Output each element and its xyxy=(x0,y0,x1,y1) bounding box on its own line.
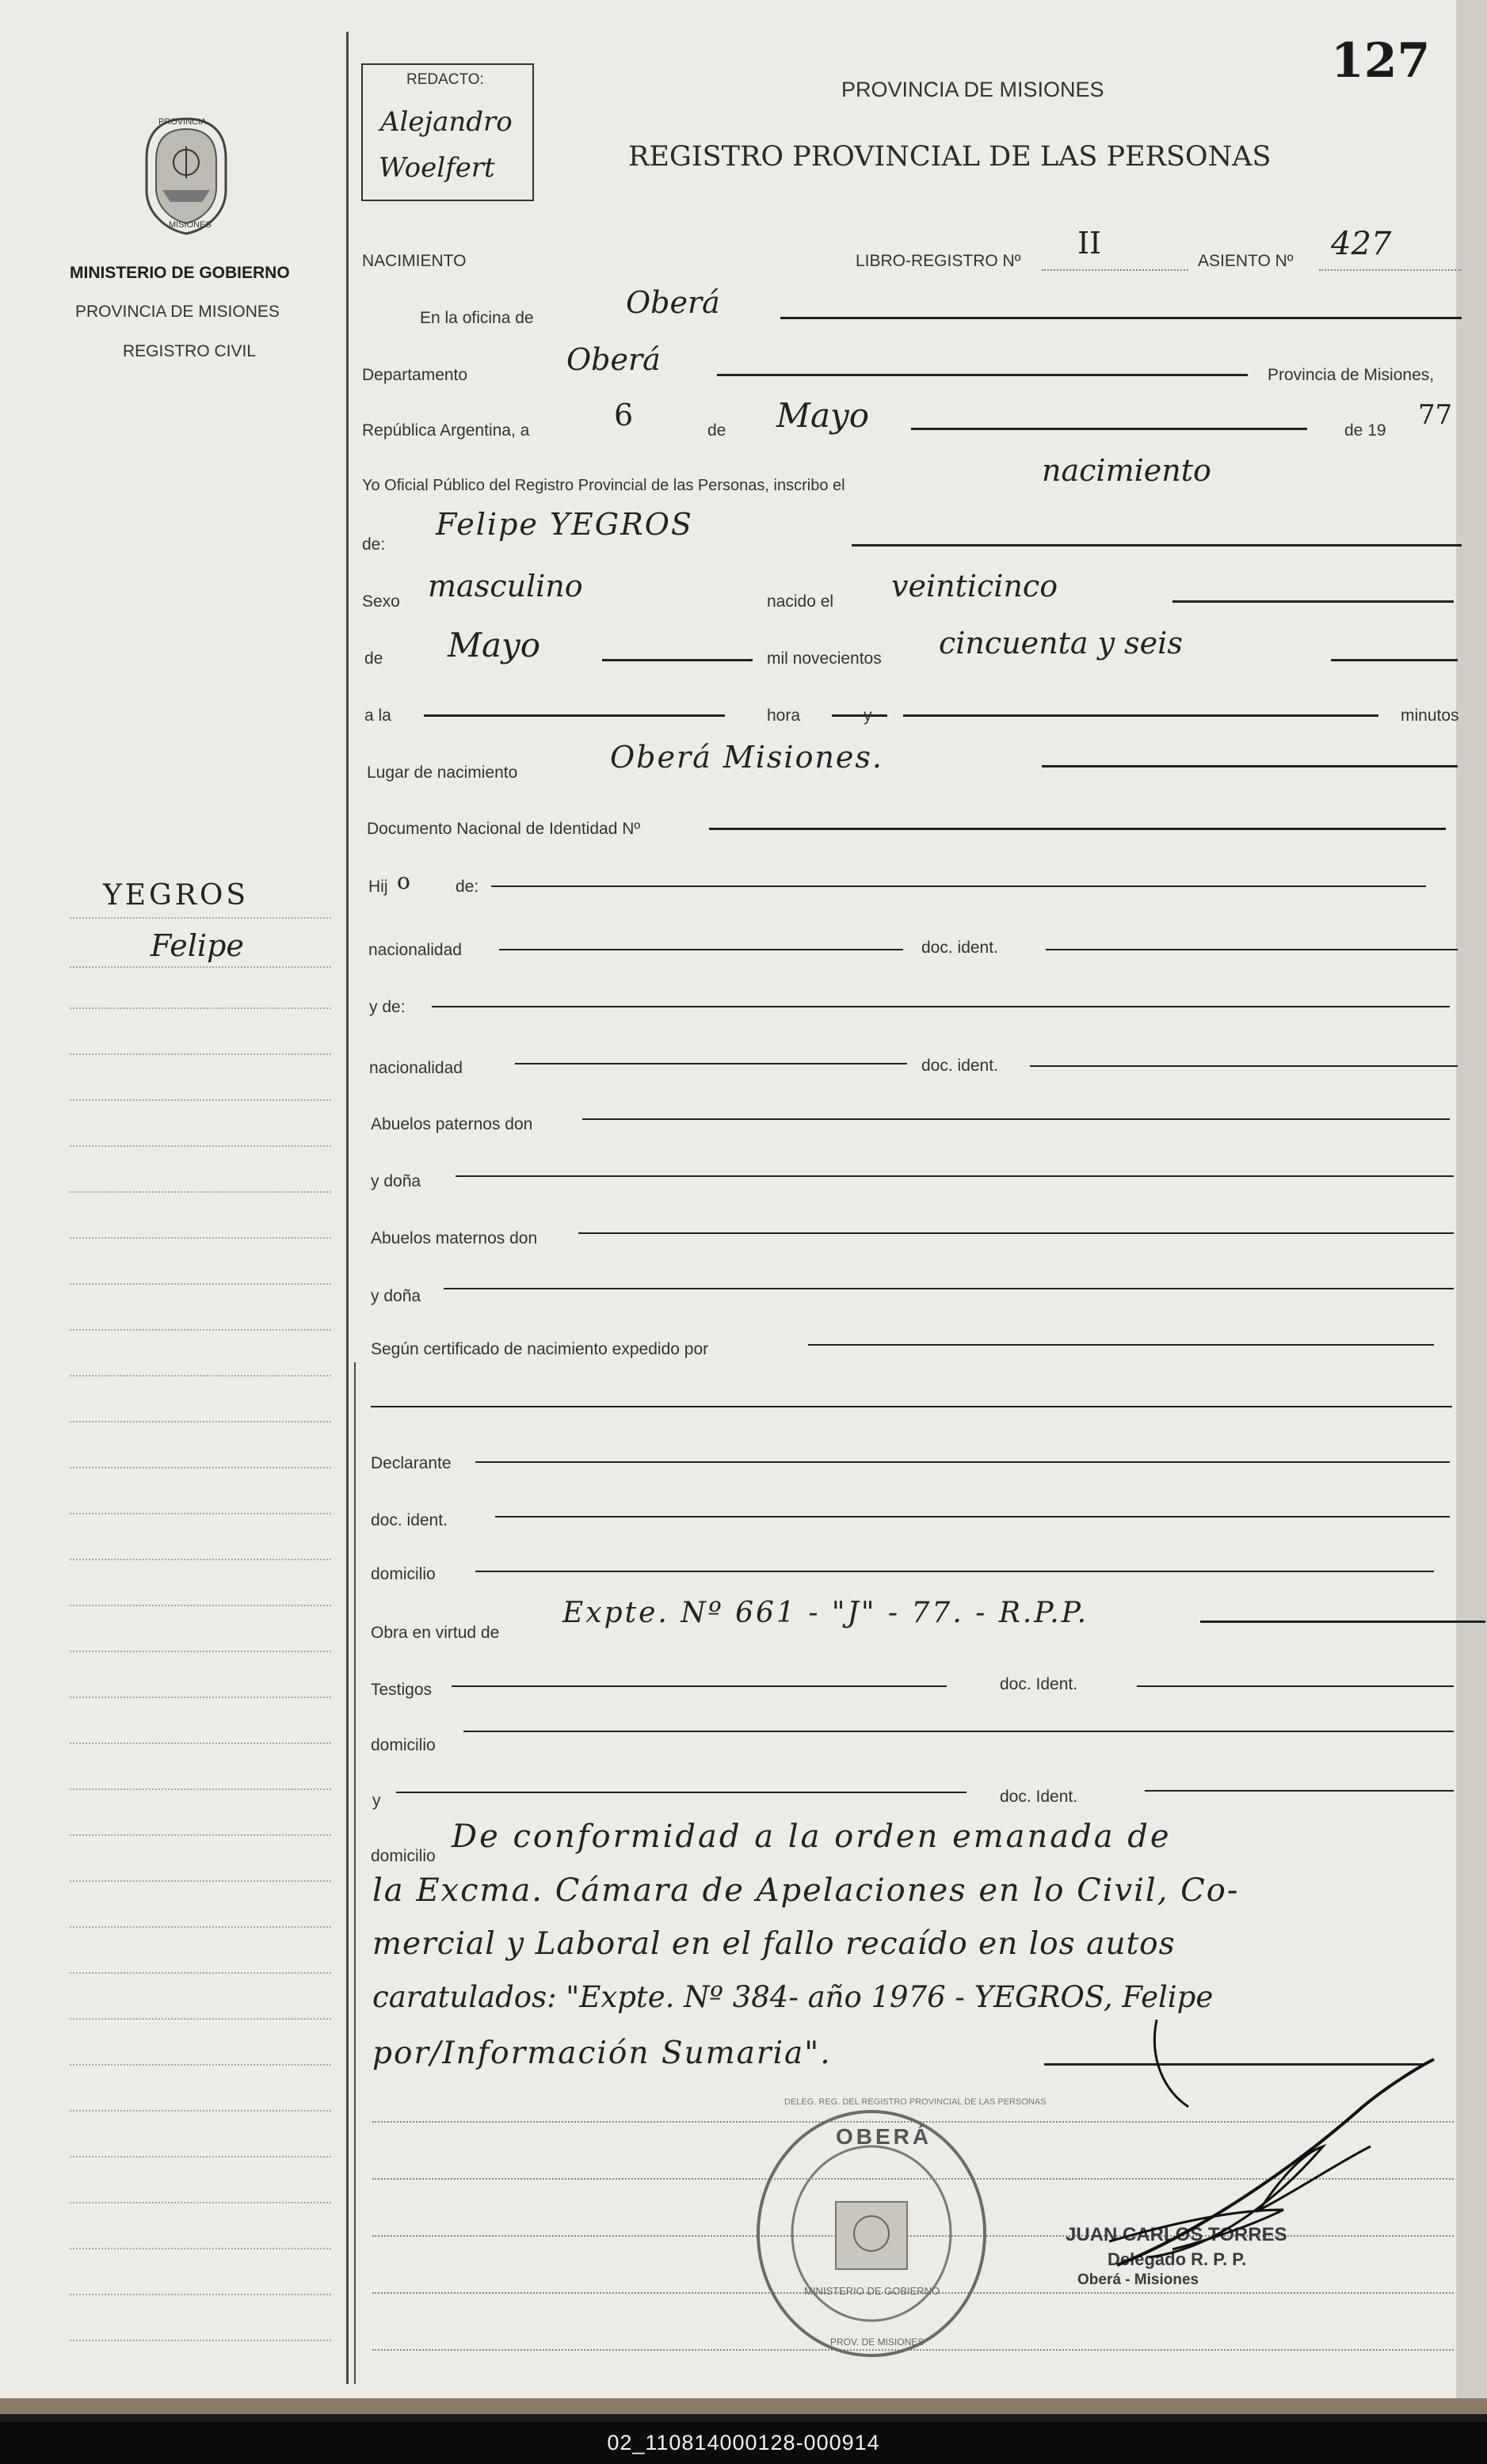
seal-text-top: PROVINCIA xyxy=(158,117,207,127)
oficina-value: Oberá xyxy=(626,285,720,320)
hijo-suffix: o xyxy=(397,868,410,894)
abuelos-mat-label: Abuelos maternos don xyxy=(371,1229,538,1247)
redactor-label: REDACTO: xyxy=(406,71,484,88)
oficina-label: En la oficina de xyxy=(420,309,534,327)
abuelos-pat-label: Abuelos paternos don xyxy=(371,1115,533,1133)
certificado-label: Según certificado de nacimiento expedido por xyxy=(371,1340,709,1358)
note-line-2: la Excma. Cámara de Apelaciones en lo Civil, Co- xyxy=(372,1872,1240,1909)
y-dona-label: y doña xyxy=(371,1172,421,1190)
doc-ident4-label: doc. Ident. xyxy=(1000,1675,1078,1693)
hora-label: hora xyxy=(767,706,801,725)
redactor-name-line1: Alejandro xyxy=(380,106,513,138)
domicilio3-label: domicilio xyxy=(371,1847,436,1865)
provincial-coat-of-arms-icon xyxy=(139,115,234,238)
day-value: 6 xyxy=(614,398,634,432)
official-role: Delegado R. P. P. xyxy=(1108,2249,1247,2269)
seal-text-bottom: MISIONES xyxy=(169,220,212,230)
doc-ident5-label: doc. Ident. xyxy=(1000,1788,1078,1806)
handwritten-signature xyxy=(1101,2012,1442,2289)
note-line-3: mercial y Laboral en el fallo recaído en los autos xyxy=(372,1926,1176,1962)
seal-inner-text: MINISTERIO DE GOBIERNO xyxy=(804,2285,940,2297)
margin-surname: YEGROS xyxy=(103,879,250,912)
entry-type-label: NACIMIENTO xyxy=(362,252,467,270)
domicilio2-label: domicilio xyxy=(371,1736,436,1754)
minutos-label: minutos xyxy=(1401,706,1459,725)
seal-bottom-text: PROV. DE MISIONES xyxy=(830,2336,925,2348)
domicilio-label: domicilio xyxy=(371,1565,436,1583)
obra-label: Obra en virtud de xyxy=(371,1624,500,1642)
month-value: Mayo xyxy=(776,396,870,435)
hijo-de-label: de: xyxy=(456,878,479,896)
redactor-name-line2: Woelfert xyxy=(379,152,495,184)
image-caption: 02_110814000128-000914 xyxy=(0,2422,1487,2464)
doc-ident2-label: doc. ident. xyxy=(921,1057,998,1075)
ala-label: a la xyxy=(364,706,391,725)
departamento-value: Oberá xyxy=(566,342,661,377)
testigos-label: Testigos xyxy=(371,1681,433,1699)
birth-de-label: de xyxy=(364,649,383,668)
column-divider-right xyxy=(354,1362,356,2384)
province-title: PROVINCIA DE MISIONES xyxy=(841,78,1104,101)
page-edge xyxy=(1456,0,1487,2408)
nacido-label: nacido el xyxy=(767,592,834,611)
lugar-label: Lugar de nacimiento xyxy=(367,764,518,782)
sexo-label: Sexo xyxy=(362,592,400,611)
y-dona2-label: y doña xyxy=(371,1287,421,1305)
official-place: Oberá - Misiones xyxy=(1077,2272,1199,2288)
birth-year-value: cincuenta y seis xyxy=(939,626,1183,661)
note-line-1: De conformidad a la orden emanada de xyxy=(452,1818,1172,1855)
left-province: PROVINCIA DE MISIONES xyxy=(75,303,280,321)
note-line-4: caratulados: "Expte. Nº 384- año 1976 - YEGROS, Felipe xyxy=(372,1980,1214,2014)
provincia-suffix: Provincia de Misiones, xyxy=(1268,366,1435,384)
declarante-label: Declarante xyxy=(371,1454,452,1472)
de-label: de xyxy=(707,421,726,440)
y2-label: y xyxy=(372,1792,381,1810)
ministry-heading: MINISTERIO DE GOBIERNO xyxy=(70,264,290,282)
official-name: JUAN CARLOS TORRES xyxy=(1066,2224,1287,2245)
hijo-label: Hij xyxy=(368,878,388,896)
y-label: y xyxy=(864,706,872,725)
margin-given-name: Felipe xyxy=(151,928,244,963)
note-line-5: por/Información Sumaria". xyxy=(372,2036,832,2071)
libro-label: LIBRO-REGISTRO Nº xyxy=(856,252,1021,270)
mil-label: mil novecientos xyxy=(767,649,882,668)
departamento-label: Departamento xyxy=(362,366,468,384)
year-value: 77 xyxy=(1418,399,1453,431)
nacionalidad2-label: nacionalidad xyxy=(369,1059,463,1077)
page-number: 127 xyxy=(1331,33,1431,89)
redactor-box xyxy=(361,63,534,201)
sexo-value: masculino xyxy=(428,569,583,604)
book-edge xyxy=(0,2398,1487,2414)
inscribo-value: nacimiento xyxy=(1042,453,1211,488)
obra-value: Expte. Nº 661 - "J" - 77. - R.P.P. xyxy=(562,1597,1089,1629)
doc-ident-label: doc. ident. xyxy=(921,939,998,957)
libro-value: II xyxy=(1077,226,1102,261)
y-de-label: y de: xyxy=(369,998,406,1016)
column-divider-left xyxy=(346,32,349,2384)
nacionalidad-label: nacionalidad xyxy=(368,941,462,959)
oficial-text: Yo Oficial Público del Registro Provincial de las Personas, inscribo el xyxy=(362,477,845,494)
asiento-value: 427 xyxy=(1331,226,1392,262)
lugar-value: Oberá Misiones. xyxy=(610,740,884,775)
republica-label: República Argentina, a xyxy=(362,421,530,440)
asiento-label: ASIENTO Nº xyxy=(1198,252,1294,270)
nacido-value: veinticinco xyxy=(891,569,1058,604)
seal-outer-text: DELEG. REG. DEL REGISTRO PROVINCIAL DE LAS PERSONAS xyxy=(784,2097,1047,2107)
doc-ident3-label: doc. ident. xyxy=(371,1511,448,1529)
registry-title: REGISTRO PROVINCIAL DE LAS PERSONAS xyxy=(628,141,1272,173)
dni-label: Documento Nacional de Identidad Nº xyxy=(367,820,641,838)
person-name-value: Felipe YEGROS xyxy=(436,507,693,542)
left-registry: REGISTRO CIVIL xyxy=(123,342,257,360)
person-de-label: de: xyxy=(362,535,386,554)
seal-center-text: OBERÁ xyxy=(836,2124,932,2149)
birth-month-value: Mayo xyxy=(448,626,541,665)
year-prefix: de 19 xyxy=(1344,421,1386,440)
